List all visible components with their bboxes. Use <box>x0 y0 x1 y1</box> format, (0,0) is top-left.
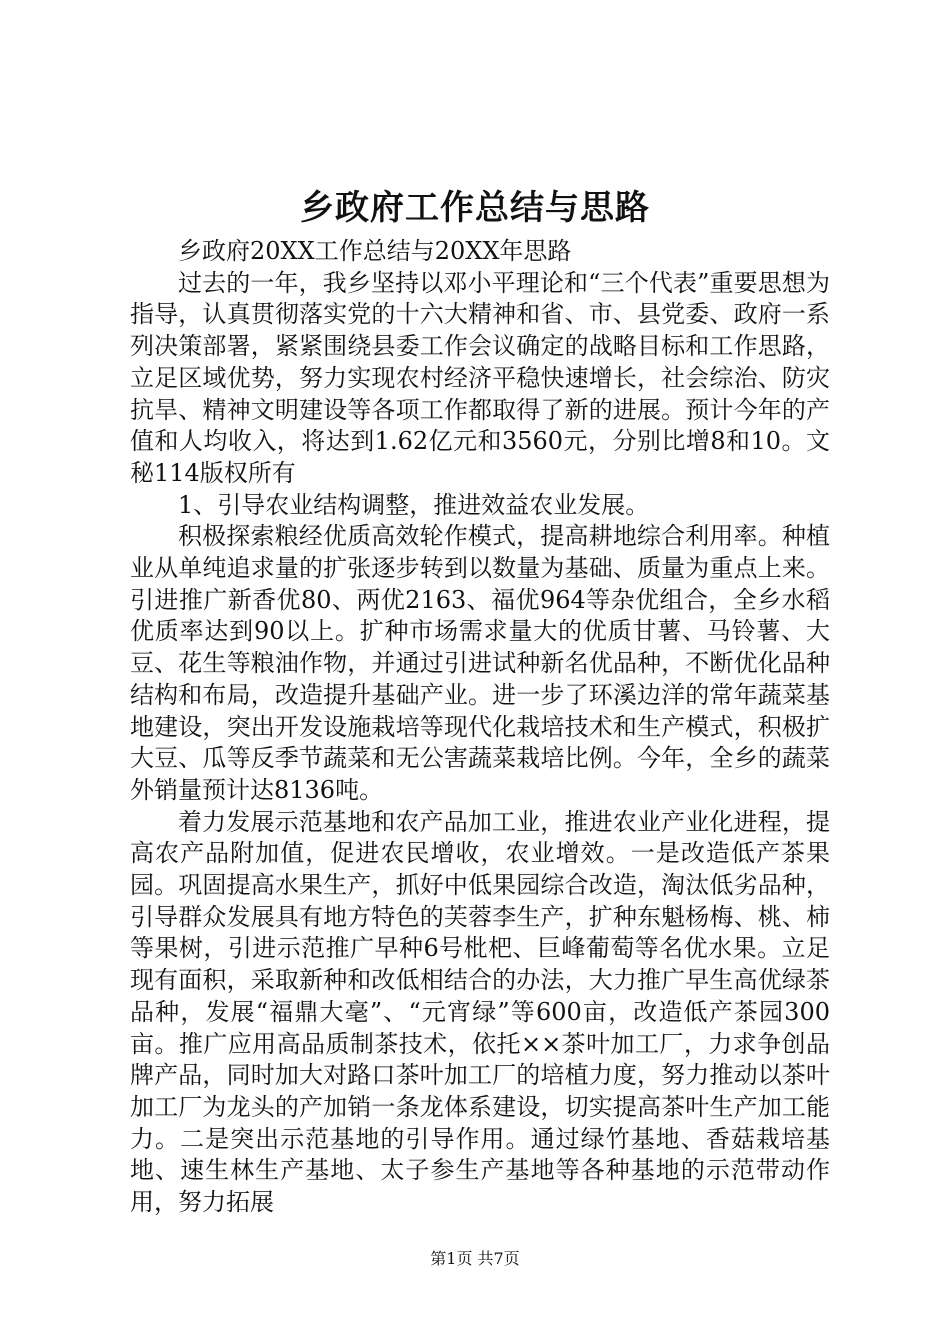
document-title: 乡政府工作总结与思路 <box>300 188 650 228</box>
document-body <box>130 236 830 1219</box>
paragraph-subtitle: 乡政府20XX工作总结与20XX年思路 <box>178 237 572 265</box>
paragraph-overview: 过去的一年，我乡坚持以邓小平理论和“三个代表”重要思想为指导，认真贯彻落实党的十六大精神和省、市、县党委、政府一系列决策部署，紧紧围绕县委工作会议确定的战略目标和工作思路，立足区域优势，努力实现农村经济平稳快速增长，社会综治、防灾抗旱、精神文明建设等各项工作都取得了新的进展。预计今年的产值和人均收入，将达到1.62亿元和3560元，分别比增8和10。文秘114版权所有 <box>130 268 830 487</box>
page-number-footer: 第1页 共7页 <box>430 1249 520 1268</box>
paragraph-crop-structure: 积极探索粮经优质高效轮作模式，提高耕地综合利用率。种植业从单纯追求量的扩张逐步转到以数量为基础、质量为重点上来。引进推广新香优80、两优2163、福优964等杂优组合，全乡水稻优质率达到90以上。扩种市场需求量大的优质甘薯、马铃薯、大豆、花生等粮油作物，并通过引进试种新名优品种，不断优化品种结构和布局，改造提升基础产业。进一步了环溪边洋的常年蔬菜基地建设，突出开发设施栽培等现代化栽培技术和生产模式，积极扩大豆、瓜等反季节蔬菜和无公害蔬菜栽培比例。今年，全乡的蔬菜外销量预计达8136吨。 <box>130 522 830 804</box>
section-heading-1: 1、引导农业结构调整，推进效益农业发展。 <box>178 490 650 519</box>
paragraph-demo-bases: 着力发展示范基地和农产品加工业，推进农业产业化进程，提高农产品附加值，促进农民增收，农业增效。一是改造低产茶果园。巩固提高水果生产，抓好中低果园综合改造，淘汰低劣品种，引导群众发展具有地方特色的芙蓉李生产，扩种东魁杨梅、桃、柿等果树，引进示范推广早种6号枇杷、巨峰葡萄等名优水果。立足现有面积，采取新种和改低相结合的办法，大力推广早生高优绿茶品种，发展“福鼎大毫”、“元宵绿”等600亩，改造低产茶园300亩。推广应用高品质制茶技术，依托××茶叶加工厂，力求争创品牌产品，同时加大对路口茶叶加工厂的培植力度，努力推动以茶叶加工厂为龙头的产加销一条龙体系建设，切实提高茶叶生产加工能力。二是突出示范基地的引导作用。通过绿竹基地、香菇栽培基地、速生林生产基地、太子参生产基地等各种基地的示范带动作用，努力拓展 <box>130 807 830 1217</box>
